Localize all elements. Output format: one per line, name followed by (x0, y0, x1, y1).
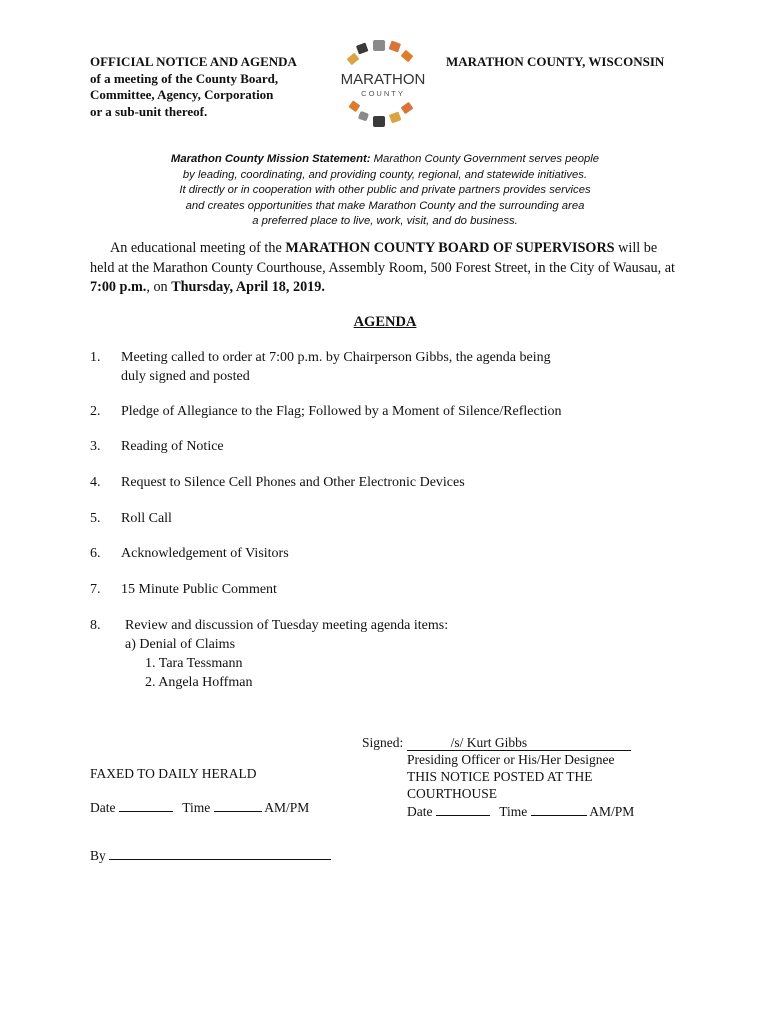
intro-text: will be held at the Marathon County Courthouse, Assembly Room, 500 Forest Street, in the City of Wausau, at (90, 240, 675, 276)
agenda-item-text: Acknowledgement of Visitors (121, 546, 289, 561)
intro-text: , on (146, 279, 172, 295)
agenda-item-number: 7. (90, 582, 101, 597)
agenda-item-text: Roll Call (121, 511, 172, 526)
faxed-label: FAXED TO DAILY HERALD (90, 766, 257, 781)
signature-line-text: COURTHOUSE (407, 786, 497, 801)
agenda-item-text: Meeting called to order at 7:00 p.m. by Chairperson Gibbs, the agenda being (121, 350, 551, 365)
intro-text: An educational meeting of the (110, 240, 286, 256)
faxed-date-label: Date (90, 800, 116, 815)
signature-block (362, 734, 662, 820)
agenda-title: AGENDA (353, 314, 417, 330)
signature-line-text: Presiding Officer or His/Her Designee (407, 752, 615, 767)
agenda-item (90, 348, 650, 386)
agenda-item-number: 4. (90, 475, 101, 490)
sub-item: 2. Angela Hoffman (145, 675, 253, 690)
meeting-time: 7:00 p.m. (90, 279, 147, 295)
logo-ring-icon (330, 38, 440, 130)
agenda-item-text: Reading of Notice (121, 439, 224, 454)
sub-item: 1. Tara Tessmann (145, 656, 243, 671)
notice-heading (90, 54, 330, 120)
signed-value: /s/ Kurt Gibbs (450, 735, 528, 750)
agenda-item-number: 6. (90, 546, 101, 561)
agenda-item-text: duly signed and posted (121, 369, 250, 384)
agenda-item-text: 15 Minute Public Comment (121, 582, 277, 597)
posted-ampm: AM/PM (589, 804, 635, 819)
meeting-intro (90, 239, 680, 298)
agenda-item (90, 509, 650, 528)
agenda-item-number: 1. (90, 350, 101, 365)
posted-date-line (436, 803, 490, 816)
mission-label: Marathon County Mission Statement: (170, 153, 371, 165)
faxed-time-label: Time (182, 800, 211, 815)
faxed-by-label: By (90, 848, 106, 863)
logo-name: MARATHON (340, 71, 426, 88)
agenda-item (90, 544, 650, 563)
agenda-item (90, 437, 650, 456)
logo-sub: COUNTY (361, 89, 405, 98)
mission-statement (150, 152, 620, 230)
notice-heading-line: of a meeting of the County Board, (90, 70, 279, 86)
agenda-item-text: Request to Silence Cell Phones and Other Electronic Devices (121, 475, 465, 490)
mission-line: a preferred place to live, work, visit, and do business. (252, 215, 518, 227)
notice-heading-line: or a sub-unit thereof. (90, 103, 208, 119)
agenda-item (90, 473, 650, 492)
faxed-by-line (109, 847, 331, 860)
signature-line-text: THIS NOTICE POSTED AT THE (407, 769, 593, 784)
faxed-time-line (214, 799, 262, 812)
sub-item: a) Denial of Claims (125, 637, 236, 652)
signed-label: Signed: (362, 735, 404, 750)
posted-time-line (531, 803, 587, 816)
faxed-ampm: AM/PM (264, 800, 310, 815)
notice-heading-line: OFFICIAL NOTICE AND AGENDA (90, 54, 297, 69)
mission-line: by leading, coordinating, and providing county, regional, and statewide initiatives. (182, 168, 588, 181)
board-name: MARATHON COUNTY BOARD OF SUPERVISORS (285, 240, 615, 256)
county-state: MARATHON COUNTY, WISCONSIN (446, 54, 665, 69)
agenda-item (90, 580, 650, 599)
signature-line (407, 735, 631, 751)
notice-heading-line: Committee, Agency, Corporation (90, 87, 274, 102)
agenda-item (90, 402, 650, 421)
posted-time-label: Time (499, 804, 528, 819)
agenda-item-number: 8. (90, 618, 101, 633)
mission-line: and creates opportunities that make Marathon County and the surrounding area (185, 199, 585, 212)
mission-line: Marathon County Government serves people (373, 153, 600, 165)
agenda-item-text: Pledge of Allegiance to the Flag; Followed by a Moment of Silence/Reflection (121, 404, 562, 419)
meeting-date: Thursday, April 18, 2019. (171, 279, 325, 295)
agenda-item-number: 3. (90, 439, 101, 454)
agenda-item-text: Review and discussion of Tuesday meeting agenda items: (125, 618, 449, 633)
faxed-by (90, 847, 331, 864)
faxed-date-time (90, 799, 309, 816)
posted-date-label: Date (407, 804, 433, 819)
agenda-item (90, 616, 650, 692)
agenda-item-number: 2. (90, 404, 101, 419)
mission-line: It directly or in cooperation with other public and private partners provides services (179, 184, 591, 196)
agenda-item-number: 5. (90, 511, 101, 526)
marathon-county-logo (330, 38, 440, 130)
faxed-date-line (119, 799, 173, 812)
